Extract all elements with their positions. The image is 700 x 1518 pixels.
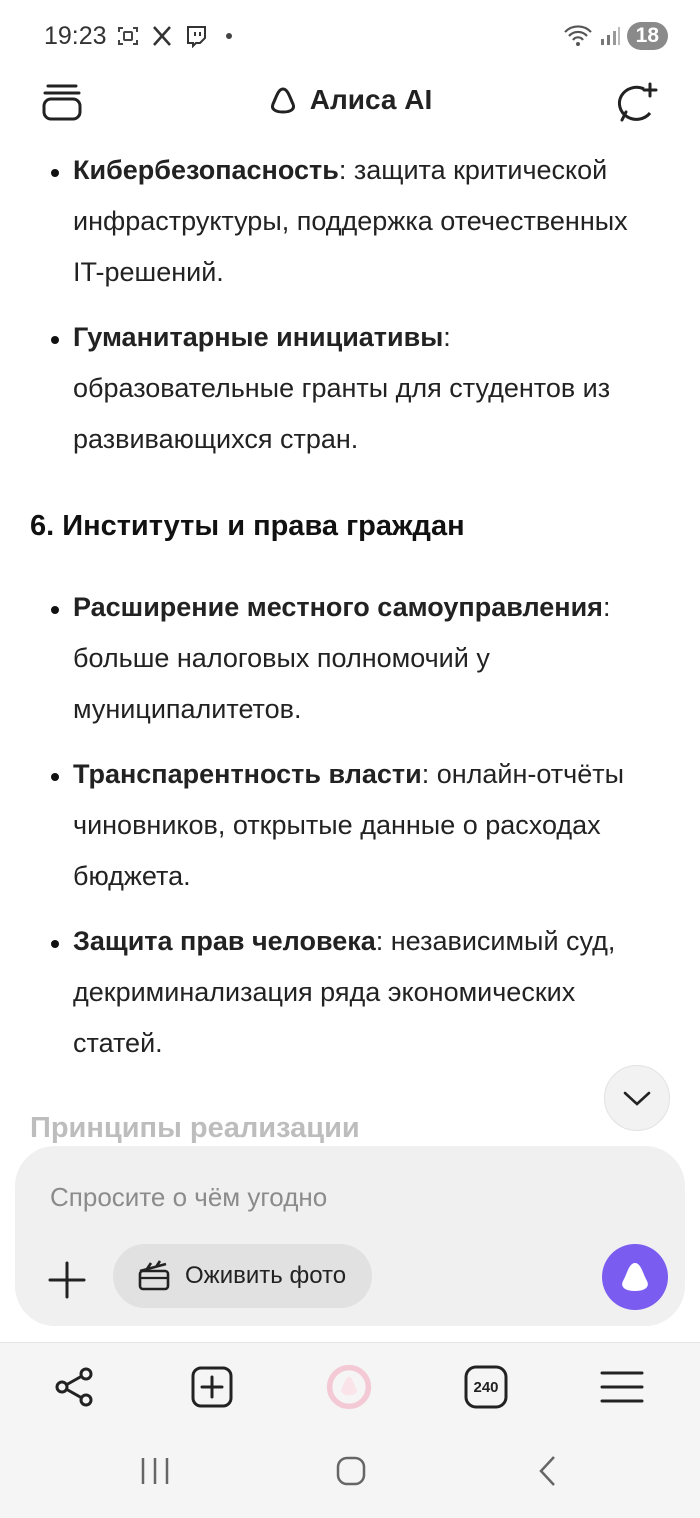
twitch-icon xyxy=(184,24,208,48)
chat-content[interactable] xyxy=(0,140,700,1150)
plus-square-icon xyxy=(189,1364,235,1410)
wifi-icon xyxy=(563,24,593,48)
animate-photo-button[interactable] xyxy=(113,1244,372,1308)
plus-icon xyxy=(45,1258,89,1302)
status-bar xyxy=(0,0,700,74)
list-item-text: : образовательные гранты для студентов из развивающихся стран. xyxy=(73,322,611,454)
list-item xyxy=(0,749,700,902)
composer xyxy=(15,1146,685,1326)
scroll-down-button[interactable] xyxy=(604,1065,670,1131)
list-item-text: : независимый суд, декриминализация ряда экономических статей. xyxy=(73,926,616,1058)
app-header xyxy=(0,74,700,138)
bullet-list-2 xyxy=(0,582,700,1069)
battery-level: 18 xyxy=(627,22,668,50)
attach-button[interactable] xyxy=(45,1258,89,1302)
back-icon xyxy=(536,1454,560,1488)
home-icon xyxy=(335,1455,367,1487)
alice-voice-button[interactable] xyxy=(602,1244,668,1310)
x-icon xyxy=(150,24,174,48)
list-item xyxy=(0,312,700,465)
more-notifications-dot xyxy=(226,33,232,39)
list-item xyxy=(0,145,700,298)
status-time: 19:23 xyxy=(44,22,107,50)
screenshot-icon xyxy=(116,24,140,48)
bullet-list-1 xyxy=(0,145,700,465)
notification-icons xyxy=(116,24,232,48)
alice-home-button[interactable] xyxy=(325,1363,373,1411)
list-item xyxy=(0,582,700,735)
list-item-term: Расширение местного самоуправления xyxy=(73,592,603,622)
bottom-toolbar xyxy=(0,1342,700,1518)
list-item-text: : больше налоговых полномочий у муниципалитетов. xyxy=(73,592,611,724)
home-button[interactable] xyxy=(326,1451,376,1491)
signal-icon xyxy=(599,25,621,47)
new-chat-icon xyxy=(614,80,660,126)
share-button[interactable] xyxy=(50,1363,98,1411)
recent-apps-button[interactable] xyxy=(130,1451,180,1491)
new-tab-button[interactable] xyxy=(188,1363,236,1411)
status-right xyxy=(563,22,668,50)
alice-logo-icon xyxy=(617,1259,653,1295)
new-chat-button[interactable] xyxy=(614,80,660,126)
back-button[interactable] xyxy=(523,1451,573,1491)
menu-button[interactable] xyxy=(598,1363,646,1411)
next-section-heading: Принципы реализации xyxy=(30,1112,360,1144)
list-item-text: : онлайн-отчёты чиновников, открытые данные о расходах бюджета. xyxy=(73,759,625,891)
list-item-term: Защита прав человека xyxy=(73,926,376,956)
list-item-text: : защита критической инфраструктуры, поддержка отечественных IT-решений. xyxy=(73,155,628,287)
share-icon xyxy=(52,1365,96,1409)
list-item-term: Кибербезопасность xyxy=(73,155,339,185)
prompt-input[interactable] xyxy=(48,1176,572,1218)
chevron-down-icon xyxy=(622,1088,652,1108)
list-item-term: Транспарентность власти xyxy=(73,759,422,789)
hamburger-icon xyxy=(599,1369,645,1405)
list-item xyxy=(0,916,700,1069)
list-item-term: Гуманитарные инициативы xyxy=(73,322,444,352)
alice-logo-icon xyxy=(325,1361,373,1413)
recent-apps-icon xyxy=(139,1456,171,1486)
tabs-button[interactable] xyxy=(462,1363,510,1411)
clapperboard-icon xyxy=(137,1259,171,1293)
tabs-count: 240 xyxy=(473,1378,499,1396)
page-title-text: Алиса AI xyxy=(309,84,433,115)
section-heading: 6. Институты и права граждан xyxy=(30,510,465,542)
alice-logo-icon xyxy=(268,85,298,115)
animate-photo-label: Оживить фото xyxy=(185,1262,347,1289)
page-title xyxy=(0,84,700,116)
